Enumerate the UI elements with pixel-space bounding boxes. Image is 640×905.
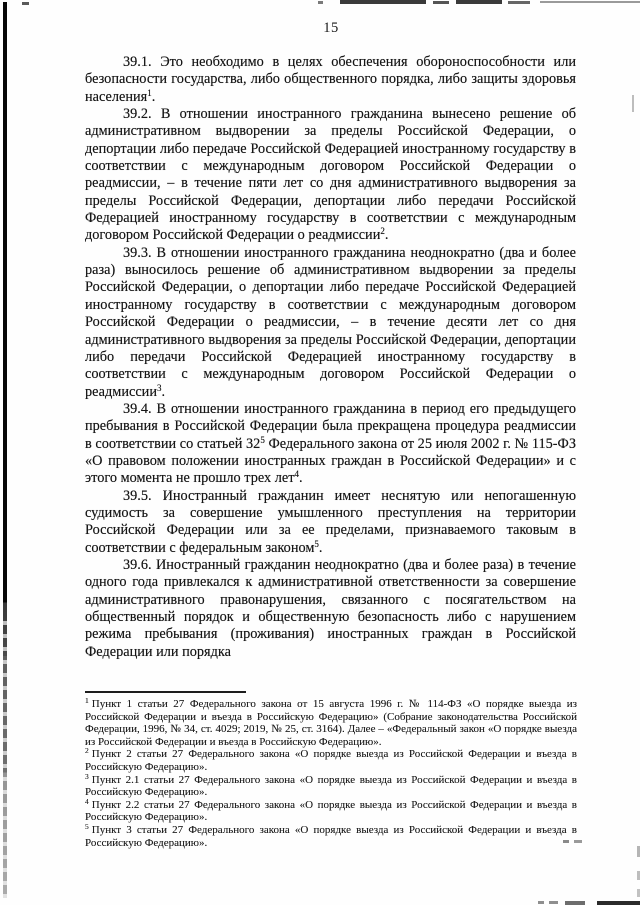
footnote bbox=[85, 748, 577, 773]
scan-artifact-bottom-dash bbox=[597, 901, 640, 905]
scan-artifact-top-dash bbox=[318, 1, 323, 4]
paragraph-text: 39.1. Это необходимо в целях обеспечения обороноспособности или безопасности государства, либо общественного порядка, либо защиты здоровья населения bbox=[85, 54, 576, 105]
paragraph bbox=[85, 245, 576, 401]
footnote-separator bbox=[85, 691, 246, 693]
superscript-ref: 5 bbox=[260, 434, 265, 445]
footnote-text: Пункт 2.1 статьи 27 Федерального закона «О порядке выезда из Российской Федерации и въезда в Российскую Федерацию». bbox=[85, 773, 577, 799]
scan-artifact-left-bar-gaps bbox=[3, 612, 7, 898]
paragraph-text: 39.2. В отношении иностранного гражданина вынесено решение об административном выдворении за пределы Российской Федерации, о депортации либо передаче Российской Федерацией иностранному государству в соответствии с международным договором Российской Федерации о реадмиссии, – в течение пяти лет со дня административного выдворения за пределы Российской Федерации, депортации либо передачи Российской Федерацией иностранному государству в соответствии с международным договором Российской Федерации о реадмиссии bbox=[85, 106, 576, 244]
scan-artifact-bottom-dash bbox=[538, 901, 544, 904]
paragraph-text: 39.5. Иностранный гражданин имеет неснятую или непогашенную судимость за совершение умышленного преступления на территории Российской Федерации или за ее пределами, признаваемого таковым в соответствии с федеральным законом bbox=[85, 487, 576, 556]
paragraph-text: . bbox=[384, 227, 389, 244]
paragraph-text: 39.6. Иностранный гражданин неоднократно (два и более раза) в течение одного года привлекался к административной ответственности за совершение административного правонарушения, связанного с посягательством на общественный порядок и общественную безопасность либо с нарушением режима пребывания (проживания) иностранных граждан в Российской Федерации или порядка bbox=[85, 556, 576, 660]
footnote bbox=[85, 771, 577, 799]
scan-artifact-top-dash bbox=[508, 1, 530, 4]
footnote bbox=[85, 821, 577, 849]
scan-artifact-top-dash bbox=[340, 0, 426, 4]
superscript-ref: 1 bbox=[147, 87, 152, 98]
paragraph-text: . bbox=[151, 88, 156, 105]
paragraph bbox=[85, 488, 576, 557]
footnote bbox=[85, 698, 577, 748]
superscript-ref: 2 bbox=[380, 226, 385, 237]
footnote-text: Пункт 3 статьи 27 Федерального закона «О порядке выезда из Российской Федерации и въезда в Российскую Федерацию». bbox=[85, 823, 577, 849]
superscript-ref: 3 bbox=[156, 382, 162, 393]
paragraph-text: . bbox=[298, 470, 303, 487]
scan-artifact-top-dash bbox=[540, 1, 640, 3]
scan-artifact-speck bbox=[574, 840, 582, 843]
footnote-marker: 3 bbox=[85, 771, 89, 781]
paragraph-text: 39.3. В отношении иностранного гражданина неоднократно (два и более раза) выносилось решение об административном выдворении за пределы Российской Федерации, о депортации либо передаче Российской Федерацией иностранному государству в соответствии с международным договором Российской Федерации о реадмиссии, – в течение десяти лет со дня административного выдворения за пределы Российской Федерации, депортации либо передачи Российской Федерацией иностранному государству в соответствии с международным договором Российской Федерации о реадмиссии bbox=[85, 244, 576, 400]
scan-artifact-speck bbox=[563, 840, 569, 843]
footnote-text: Пункт 1 статьи 27 Федерального закона от 15 августа 1996 г. № 114-ФЗ «О порядке выезда из Российской Федерации и въезда в Российскую Федерацию» (Собрание законодательства Российской Федерации, 1996, № 34, ст. 4029; 2019, № 25, ст. 3164). Далее – «Федеральный закон «О порядке выезда из Российской Федерации и въезда в Российскую Федерацию». bbox=[85, 698, 577, 748]
footnote-marker: 2 bbox=[85, 746, 89, 756]
paragraph-text: . bbox=[318, 539, 323, 556]
scan-artifact-speck bbox=[22, 2, 29, 5]
scan-artifact-bottom-dash bbox=[549, 901, 558, 904]
paragraph-text: . bbox=[161, 383, 166, 400]
document-body bbox=[85, 54, 576, 661]
paragraph-text: Федерального закона от 25 июля 2002 г. № 115-ФЗ «О правовом положении иностранных граждан в Российской Федерации» и с этого момента не прошло трех лет bbox=[85, 435, 576, 487]
footnote-text: Пункт 2 статьи 27 Федерального закона «О порядке выезда из Российской Федерации и въезда в Российскую Федерацию». bbox=[85, 748, 577, 773]
scan-artifact-bottom-dash bbox=[565, 901, 585, 905]
footnote bbox=[85, 796, 577, 824]
footnote-marker: 4 bbox=[85, 796, 89, 806]
paragraph bbox=[85, 401, 576, 488]
scan-artifact-top-dash bbox=[456, 0, 502, 4]
footnote-marker: 5 bbox=[85, 821, 89, 831]
scan-artifact-right-dash bbox=[632, 95, 634, 112]
superscript-ref: 5 bbox=[314, 538, 319, 549]
paragraph bbox=[85, 54, 576, 106]
page-number: 15 bbox=[323, 20, 339, 36]
paragraph bbox=[85, 106, 576, 245]
paragraph-text: 39.4. В отношении иностранного гражданина в период его предыдущего пребывания в Российской Федерации была прекращена процедура реадмиссии в соответствии со статьей 32 bbox=[85, 400, 576, 452]
superscript-ref: 4 bbox=[294, 469, 299, 480]
paragraph bbox=[85, 557, 576, 661]
scan-artifact-top-dash bbox=[433, 1, 449, 4]
footnote-marker: 1 bbox=[85, 696, 89, 705]
footnote-text: Пункт 2.2 статьи 27 Федерального закона «О порядке выезда из Российской Федерации и въезда в Российскую Федерацию». bbox=[85, 798, 577, 824]
footnotes bbox=[85, 698, 577, 849]
